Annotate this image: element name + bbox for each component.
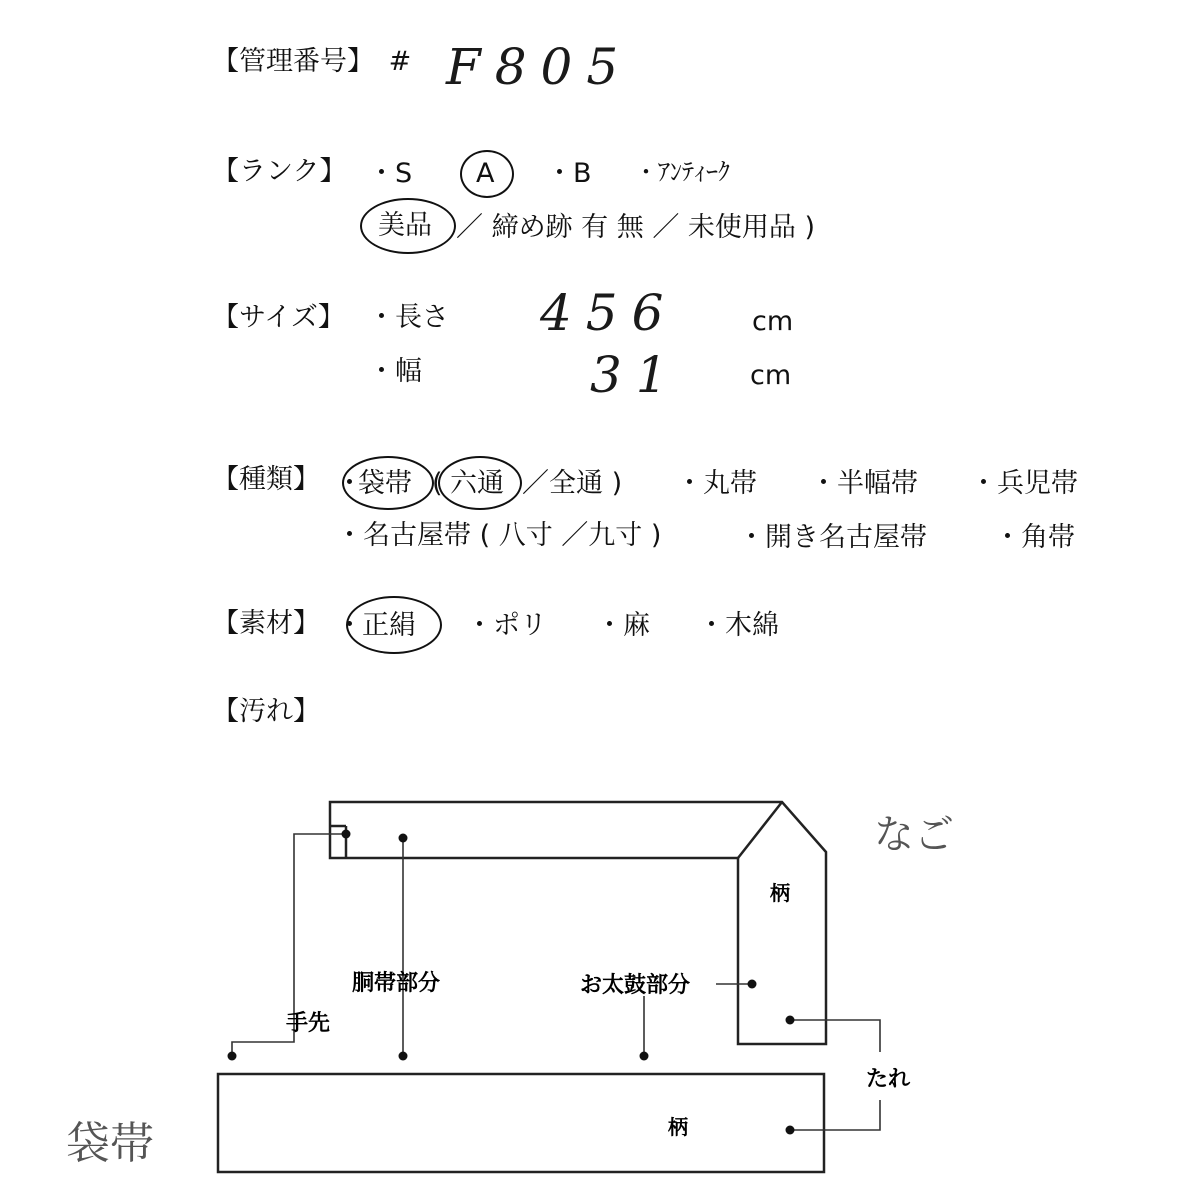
size-width-label: ・幅 (368, 356, 422, 387)
note-nago: なご (874, 812, 954, 858)
dot-tesaki-top (342, 830, 351, 839)
mgmt-number: F805 (446, 38, 633, 96)
mgmt-label: 【管理番号】 (212, 46, 374, 77)
type-hiraki: ・開き名古屋帯 (738, 522, 927, 553)
type-zentsu: ／全通 ) (522, 468, 623, 499)
size-label: 【サイズ】 (212, 302, 345, 333)
type-dot: ・ (336, 468, 363, 499)
type-hanhaba: ・半幅帯 (810, 468, 918, 499)
material-label: 【素材】 (212, 608, 320, 639)
stain-label: 【汚れ】 (212, 696, 320, 727)
type-kaku: ・角帯 (994, 522, 1075, 553)
rank-label: 【ランク】 (212, 156, 347, 187)
type-fukuro: 袋帯 (358, 468, 412, 499)
label-fukuro: 袋帯 (66, 1118, 154, 1169)
label-dotai: 胴帯部分 (352, 971, 441, 996)
type-paren-open: ( (432, 468, 443, 499)
dot-tare-bottom (786, 1126, 795, 1135)
obi-lower-strip (218, 1074, 824, 1172)
type-nagoya: ・名古屋帯 ( 八寸 ／九寸 ) (336, 520, 662, 551)
size-width-value: 31 (590, 346, 682, 404)
label-tare: たれ (866, 1067, 911, 1092)
type-rokutsu: 六通 (450, 468, 504, 499)
label-gara-bottom: 柄 (668, 1115, 688, 1139)
rank-option-b: ・B (546, 158, 592, 189)
condition-good: 美品 (378, 210, 432, 241)
material-dot: ・ (336, 610, 363, 641)
rank-option-antique: ・ｱﾝﾃｨｰｸ (634, 158, 730, 186)
label-otaiko: お太鼓部分 (580, 973, 691, 998)
condition-rest: ／ 締め跡 有 無 ／ 未使用品 ) (456, 212, 816, 243)
material-silk: 正絹 (362, 610, 416, 641)
mgmt-hash: # (388, 46, 412, 77)
type-label: 【種類】 (212, 464, 320, 495)
dot-tare-top (786, 1016, 795, 1025)
size-length-value: 456 (540, 284, 678, 342)
material-cotton: ・木綿 (698, 610, 779, 641)
label-gara-top: 柄 (770, 881, 790, 905)
label-tesaki: 手先 (286, 1011, 331, 1036)
material-asa: ・麻 (596, 610, 650, 641)
size-length-label: ・長さ (368, 302, 449, 333)
dot-tesaki-bottom (228, 1052, 237, 1061)
material-poly: ・ポリ (466, 610, 547, 641)
rank-option-a: A (476, 158, 495, 189)
type-maru: ・丸帯 (676, 468, 757, 499)
type-heko: ・兵児帯 (970, 468, 1078, 499)
rank-option-s: ・S (368, 158, 413, 189)
size-length-unit: cm (752, 306, 794, 337)
size-width-unit: cm (750, 360, 792, 391)
dot-otaiko-top (748, 980, 757, 989)
dot-dotai-top (399, 834, 408, 843)
dot-dotai-bottom (399, 1052, 408, 1061)
dot-otaiko-bottom (640, 1052, 649, 1061)
